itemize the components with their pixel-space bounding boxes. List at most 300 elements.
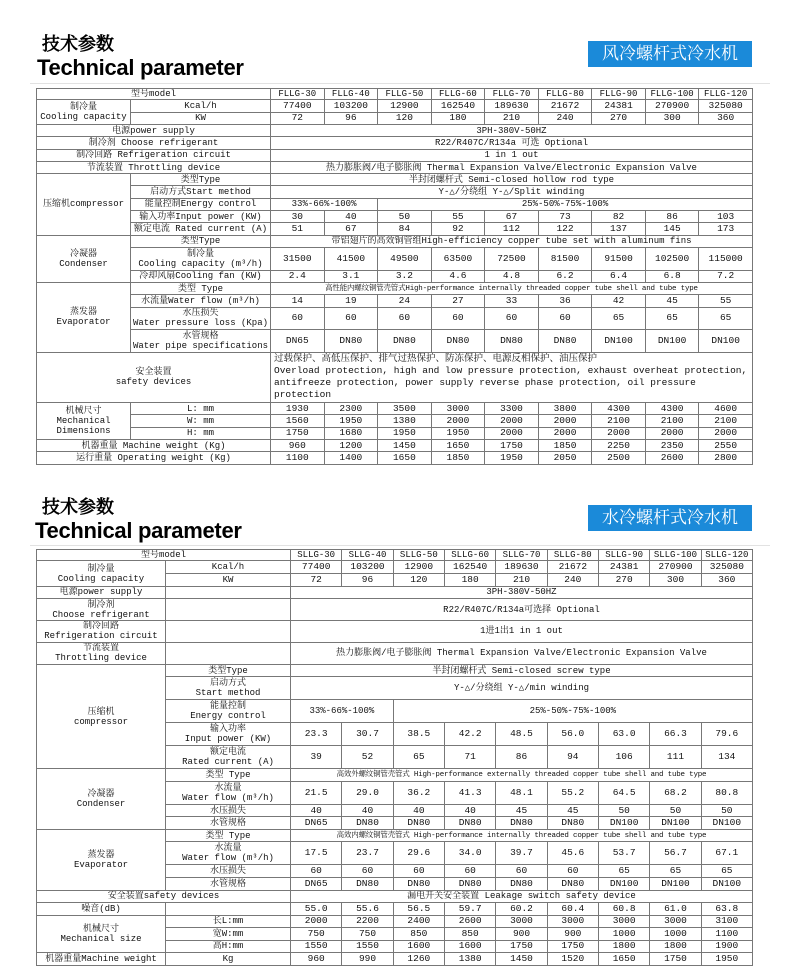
value-cell: 12900 (393, 561, 444, 574)
value-cell: 2.4 (271, 270, 325, 282)
model-name: SLLG-90 (598, 550, 649, 561)
value-cell: 79.6 (701, 723, 752, 746)
model-label: 型号model (37, 550, 291, 561)
value-cell: 2100 (592, 415, 646, 427)
value-cell: 850 (445, 928, 496, 941)
value-cell: 40 (445, 804, 496, 817)
value-cell: 2050 (538, 452, 592, 465)
section1-badge: 风冷螺杆式冷水机 (588, 41, 752, 67)
value-span: 高效内螺纹铜管壳管式 High-performance internally threaded copper tube shell and tube type (291, 829, 753, 842)
row-label (166, 586, 291, 599)
value-cell: DN80 (393, 877, 444, 890)
model-name: FLLG-70 (485, 89, 539, 100)
value-cell: 115000 (699, 248, 753, 271)
spec-row (37, 137, 753, 149)
value-cell: DN80 (342, 817, 393, 830)
row-label: 水流量Water flow (m³/h) (131, 295, 271, 307)
value-cell: 2000 (485, 427, 539, 439)
value-cell: 77400 (291, 561, 342, 574)
value-cell: 325080 (699, 100, 753, 112)
model-name: SLLG-100 (650, 550, 701, 561)
row-label: 高H:mm (166, 940, 291, 953)
value-cell: 3000 (598, 915, 649, 928)
value-cell: 65 (592, 307, 646, 330)
value-cell: 2300 (324, 403, 378, 415)
value-cell: 7.2 (699, 270, 753, 282)
value-cell: 1800 (650, 940, 701, 953)
value-cell: DN100 (650, 877, 701, 890)
value-cell: 65 (598, 865, 649, 878)
value-span: 33%-66%-100% (291, 700, 394, 723)
value-cell: 24 (378, 295, 432, 307)
value-cell: 103 (699, 211, 753, 223)
value-cell: 2000 (699, 427, 753, 439)
section2-badge: 水冷螺杆式冷水机 (588, 505, 752, 531)
spec-row (37, 211, 753, 223)
value-cell: 48.1 (496, 781, 547, 804)
model-name: FLLG-60 (431, 89, 485, 100)
value-cell: 360 (699, 112, 753, 124)
value-cell: 27 (431, 295, 485, 307)
value-cell: 4600 (699, 403, 753, 415)
row-label: Kcal/h (131, 100, 271, 112)
value-cell: 49500 (378, 248, 432, 271)
group-label: 蒸发器 Evaporator (37, 829, 166, 890)
divider (30, 545, 770, 546)
value-cell: DN80 (324, 330, 378, 353)
row-label: 类型Type (166, 664, 291, 677)
row-label (166, 621, 291, 643)
value-span: 25%-50%-75%-100% (378, 198, 753, 210)
spec-row (37, 282, 753, 294)
group-label: 压缩机compressor (37, 174, 131, 236)
row-label: 运行重量 Operating weight (Kg) (37, 452, 271, 465)
value-cell: 33 (485, 295, 539, 307)
value-cell: 134 (701, 746, 752, 769)
value-cell: 162540 (431, 100, 485, 112)
divider (30, 83, 770, 84)
value-cell: 850 (393, 928, 444, 941)
value-cell: DN100 (650, 817, 701, 830)
value-cell: 60 (342, 865, 393, 878)
value-cell: 2600 (445, 915, 496, 928)
value-cell: 1800 (598, 940, 649, 953)
spec-row (37, 330, 753, 353)
value-cell: 65 (645, 307, 699, 330)
row-label: 制冷量 Cooling capacity (m³/h) (131, 248, 271, 271)
value-cell: 1680 (324, 427, 378, 439)
value-cell: 1850 (538, 440, 592, 452)
value-cell: 1600 (393, 940, 444, 953)
value-cell: 300 (645, 112, 699, 124)
value-cell: 4.8 (485, 270, 539, 282)
value-span: 高效外螺纹铜管壳管式 High-performance externally threaded copper tube shell and tube type (291, 769, 753, 782)
value-cell: 1950 (431, 427, 485, 439)
value-cell: 65 (701, 865, 752, 878)
value-cell: 3300 (485, 403, 539, 415)
value-cell: 86 (645, 211, 699, 223)
spec-row (37, 561, 753, 574)
model-row (37, 550, 753, 561)
value-cell: 1260 (393, 953, 444, 966)
row-label: 安全装置 safety devices (37, 352, 271, 402)
value-cell: 24381 (598, 561, 649, 574)
value-cell: 1000 (650, 928, 701, 941)
value-cell: 960 (291, 953, 342, 966)
value-cell: 39 (291, 746, 342, 769)
row-label: 宽W:mm (166, 928, 291, 941)
value-cell: 23.7 (342, 842, 393, 865)
value-cell: DN80 (393, 817, 444, 830)
row-label: 制冷回路 Refrigeration circuit (37, 149, 271, 161)
spec-row (37, 427, 753, 439)
value-cell: 60 (271, 307, 325, 330)
model-name: FLLG-80 (538, 89, 592, 100)
value-cell: 102500 (645, 248, 699, 271)
value-cell: 39.7 (496, 842, 547, 865)
row-label: 能量控制Energy control (131, 198, 271, 210)
value-cell: 84 (378, 223, 432, 235)
value-cell: 300 (650, 574, 701, 587)
row-label: 启动方式Start method (131, 186, 271, 198)
row-label: 类型 Type (166, 829, 291, 842)
value-cell: 1750 (271, 427, 325, 439)
row-label: 输入功率 Input power (KW) (166, 723, 291, 746)
value-cell: 65 (650, 865, 701, 878)
value-cell: 36 (538, 295, 592, 307)
value-cell: 1450 (378, 440, 432, 452)
value-cell: 900 (496, 928, 547, 941)
value-cell: 19 (324, 295, 378, 307)
model-name: SLLG-50 (393, 550, 444, 561)
value-cell: 55.0 (291, 903, 342, 916)
value-span: 半封闭螺杆式 Semi-closed screw type (291, 664, 753, 677)
value-span: 1进1出1 in 1 out (291, 621, 753, 643)
value-cell: 60.8 (598, 903, 649, 916)
value-cell: 2000 (291, 915, 342, 928)
value-cell: 2000 (538, 427, 592, 439)
model-name: FLLG-50 (378, 89, 432, 100)
value-cell: 2000 (485, 415, 539, 427)
value-cell: 1650 (431, 440, 485, 452)
value-cell: 2000 (431, 415, 485, 427)
value-cell: 2400 (393, 915, 444, 928)
value-cell: 60 (291, 865, 342, 878)
value-cell: 55.2 (547, 781, 598, 804)
value-cell: 77400 (271, 100, 325, 112)
group-label: 冷凝器 Condenser (37, 769, 166, 830)
value-cell: 30.7 (342, 723, 393, 746)
value-span: R22/R407C/R134a可选择 Optional (291, 599, 753, 621)
value-cell: 2000 (645, 427, 699, 439)
spec-row (37, 642, 753, 664)
value-span: Y-△/分绕组 Y-△/min winding (291, 677, 753, 700)
model-name: FLLG-120 (699, 89, 753, 100)
air-cooled-spec-table (36, 88, 753, 465)
value-cell: 60 (496, 865, 547, 878)
value-cell: 63.0 (598, 723, 649, 746)
row-label: 水流量 Water flow (m³/h) (166, 842, 291, 865)
value-cell: DN80 (538, 330, 592, 353)
value-span: 33%-66%-100% (271, 198, 378, 210)
group-label: 机械尺寸 Mechanical Dimensions (37, 403, 131, 440)
spec-row (37, 452, 753, 465)
value-cell: 55 (431, 211, 485, 223)
spec-row (37, 100, 753, 112)
value-cell: 1900 (701, 940, 752, 953)
row-label: 水压损失 (166, 865, 291, 878)
value-cell: DN80 (496, 817, 547, 830)
value-cell: 180 (431, 112, 485, 124)
value-cell: 73 (538, 211, 592, 223)
spec-row (37, 829, 753, 842)
value-cell: 2500 (592, 452, 646, 465)
value-cell: DN65 (291, 817, 342, 830)
value-cell: 40 (324, 211, 378, 223)
value-cell: 103200 (342, 561, 393, 574)
row-label: 额定电流 Rated current (A) (131, 223, 271, 235)
value-cell: 60 (393, 865, 444, 878)
spec-row (37, 599, 753, 621)
value-span: 过载保护、高低压保护、排气过热保护、防冻保护、电源反相保护、油压保护 Overload protection, high and low pressure protection, exhaust overheat protection, antifreeze protection, power supply reverse phase protection, oil pressure protection (271, 352, 753, 402)
value-cell: 23.3 (291, 723, 342, 746)
value-cell: 55.6 (342, 903, 393, 916)
value-cell: 270 (598, 574, 649, 587)
row-label: 额定电流 Rated current (A) (166, 746, 291, 769)
value-cell: 41500 (324, 248, 378, 271)
value-cell: 65 (393, 746, 444, 769)
water-cooled-spec-table (36, 549, 753, 966)
row-label (166, 642, 291, 664)
value-cell: 4300 (592, 403, 646, 415)
value-cell: 137 (592, 223, 646, 235)
value-cell: 3000 (431, 403, 485, 415)
value-cell: 63500 (431, 248, 485, 271)
value-cell: 3000 (650, 915, 701, 928)
spec-row (37, 586, 753, 599)
value-span: 1 in 1 out (271, 149, 753, 161)
value-cell: 59.7 (445, 903, 496, 916)
value-cell: 1600 (445, 940, 496, 953)
value-cell: 180 (445, 574, 496, 587)
value-cell: 111 (650, 746, 701, 769)
row-label: KW (166, 574, 291, 587)
value-cell: DN80 (496, 877, 547, 890)
row-label: KW (131, 112, 271, 124)
group-label: 机械尺寸 Mechanical size (37, 915, 166, 953)
value-cell: 50 (650, 804, 701, 817)
spec-row (37, 915, 753, 928)
value-cell: 240 (538, 112, 592, 124)
value-cell: 50 (598, 804, 649, 817)
value-cell: 56.5 (393, 903, 444, 916)
spec-row (37, 186, 753, 198)
value-cell: 82 (592, 211, 646, 223)
value-cell: 56.7 (650, 842, 701, 865)
row-label (166, 903, 291, 916)
value-cell: DN100 (592, 330, 646, 353)
row-label: 水管规格 (166, 877, 291, 890)
value-cell: DN65 (291, 877, 342, 890)
value-cell: 55 (699, 295, 753, 307)
value-cell: 30 (271, 211, 325, 223)
value-cell: 1950 (324, 415, 378, 427)
value-cell: 120 (378, 112, 432, 124)
value-cell: 1750 (547, 940, 598, 953)
model-name: SLLG-40 (342, 550, 393, 561)
value-cell: 2000 (592, 427, 646, 439)
row-label (166, 599, 291, 621)
spec-row (37, 903, 753, 916)
row-label: 机器重量 Machine weight (Kg) (37, 440, 271, 452)
value-cell: 3000 (496, 915, 547, 928)
value-cell: 68.2 (650, 781, 701, 804)
value-cell: 162540 (445, 561, 496, 574)
value-cell: 3.1 (324, 270, 378, 282)
value-cell: 270 (592, 112, 646, 124)
value-cell: 67.1 (701, 842, 752, 865)
group-label: 制冷剂 Choose refrigerant (37, 599, 166, 621)
value-cell: 210 (485, 112, 539, 124)
model-name: FLLG-40 (324, 89, 378, 100)
spec-row (37, 149, 753, 161)
row-label: 水管规格 Water pipe specifications (131, 330, 271, 353)
value-cell: 1750 (485, 440, 539, 452)
value-cell: 270900 (645, 100, 699, 112)
value-cell: 1520 (547, 953, 598, 966)
value-cell: 17.5 (291, 842, 342, 865)
value-span: Y-△/分绕组 Y-△/Split winding (271, 186, 753, 198)
value-cell: 81500 (538, 248, 592, 271)
spec-row (37, 769, 753, 782)
value-cell: 42 (592, 295, 646, 307)
value-cell: 1100 (271, 452, 325, 465)
group-label: 制冷量 Cooling capacity (37, 561, 166, 586)
value-cell: 96 (342, 574, 393, 587)
value-cell: 3800 (538, 403, 592, 415)
group-label: 蒸发器 Evaporator (37, 282, 131, 352)
value-cell: DN80 (485, 330, 539, 353)
group-label: 噪音(dB) (37, 903, 166, 916)
value-cell: 66.3 (650, 723, 701, 746)
value-cell: 4300 (645, 403, 699, 415)
value-cell: 72500 (485, 248, 539, 271)
spec-row (37, 112, 753, 124)
value-cell: 12900 (378, 100, 432, 112)
value-cell: 34.0 (445, 842, 496, 865)
value-cell: 94 (547, 746, 598, 769)
spec-row (37, 440, 753, 452)
value-cell: DN80 (547, 817, 598, 830)
value-cell: 3100 (701, 915, 752, 928)
model-name: SLLG-80 (547, 550, 598, 561)
value-cell: 2100 (645, 415, 699, 427)
row-label: 类型 Type (166, 769, 291, 782)
row-label: 水压损失 Water pressure loss (Kpa) (131, 307, 271, 330)
value-cell: 900 (547, 928, 598, 941)
value-cell: 1000 (598, 928, 649, 941)
value-cell: DN100 (701, 817, 752, 830)
row-label: 类型Type (131, 235, 271, 247)
value-cell: 64.5 (598, 781, 649, 804)
value-cell: 41.3 (445, 781, 496, 804)
value-cell: 60.2 (496, 903, 547, 916)
value-cell: 86 (496, 746, 547, 769)
value-cell: DN100 (645, 330, 699, 353)
value-cell: 48.5 (496, 723, 547, 746)
spec-row (37, 124, 753, 136)
value-cell: 2550 (699, 440, 753, 452)
row-label: 水流量 Water flow (m³/h) (166, 781, 291, 804)
spec-row (37, 248, 753, 271)
group-label: 冷凝器 Condenser (37, 235, 131, 282)
value-cell: 189630 (496, 561, 547, 574)
value-cell: 45 (547, 804, 598, 817)
value-cell: 6.8 (645, 270, 699, 282)
section2-title-cn: 技术参数 (42, 497, 114, 517)
value-cell: 21.5 (291, 781, 342, 804)
value-cell: 21672 (538, 100, 592, 112)
model-name: SLLG-60 (445, 550, 496, 561)
value-cell: DN80 (342, 877, 393, 890)
row-label: 类型Type (131, 174, 271, 186)
model-name: FLLG-90 (592, 89, 646, 100)
value-cell: 40 (291, 804, 342, 817)
section1-title-en: Technical parameter (37, 55, 244, 80)
spec-row (37, 415, 753, 427)
value-cell: DN80 (445, 817, 496, 830)
spec-row (37, 270, 753, 282)
value-cell: 60.4 (547, 903, 598, 916)
value-cell: 120 (393, 574, 444, 587)
value-cell: 1950 (378, 427, 432, 439)
model-row (37, 89, 753, 100)
value-cell: 3500 (378, 403, 432, 415)
value-cell: 2800 (699, 452, 753, 465)
value-cell: 189630 (485, 100, 539, 112)
value-cell: DN80 (547, 877, 598, 890)
row-label: 水压损失 (166, 804, 291, 817)
spec-row (37, 235, 753, 247)
group-label: 压缩机 compressor (37, 664, 166, 768)
row-label: L: mm (131, 403, 271, 415)
value-cell: 1950 (485, 452, 539, 465)
value-cell: 1400 (324, 452, 378, 465)
model-name: FLLG-100 (645, 89, 699, 100)
value-span: 漏电开关安全装置 Leakage switch safety device (291, 890, 753, 903)
value-cell: 71 (445, 746, 496, 769)
value-cell: 3.2 (378, 270, 432, 282)
value-cell: 92 (431, 223, 485, 235)
value-cell: 1380 (378, 415, 432, 427)
value-cell: DN80 (378, 330, 432, 353)
model-name: SLLG-120 (701, 550, 752, 561)
section1-title-cn: 技术参数 (42, 34, 114, 54)
value-cell: 60 (431, 307, 485, 330)
value-span: R22/R407C/R134a 可选 Optional (271, 137, 753, 149)
value-cell: 29.6 (393, 842, 444, 865)
value-cell: 14 (271, 295, 325, 307)
value-cell: 325080 (701, 561, 752, 574)
row-label: 冷却风扇Cooling fan (KW) (131, 270, 271, 282)
spec-row (37, 352, 753, 402)
value-cell: 1850 (431, 452, 485, 465)
value-cell: 270900 (650, 561, 701, 574)
value-cell: 1550 (342, 940, 393, 953)
value-cell: 6.2 (538, 270, 592, 282)
value-span: 带铝翅片的高效铜管组High-efficiency copper tube set with aluminum fins (271, 235, 753, 247)
value-cell: 45 (496, 804, 547, 817)
